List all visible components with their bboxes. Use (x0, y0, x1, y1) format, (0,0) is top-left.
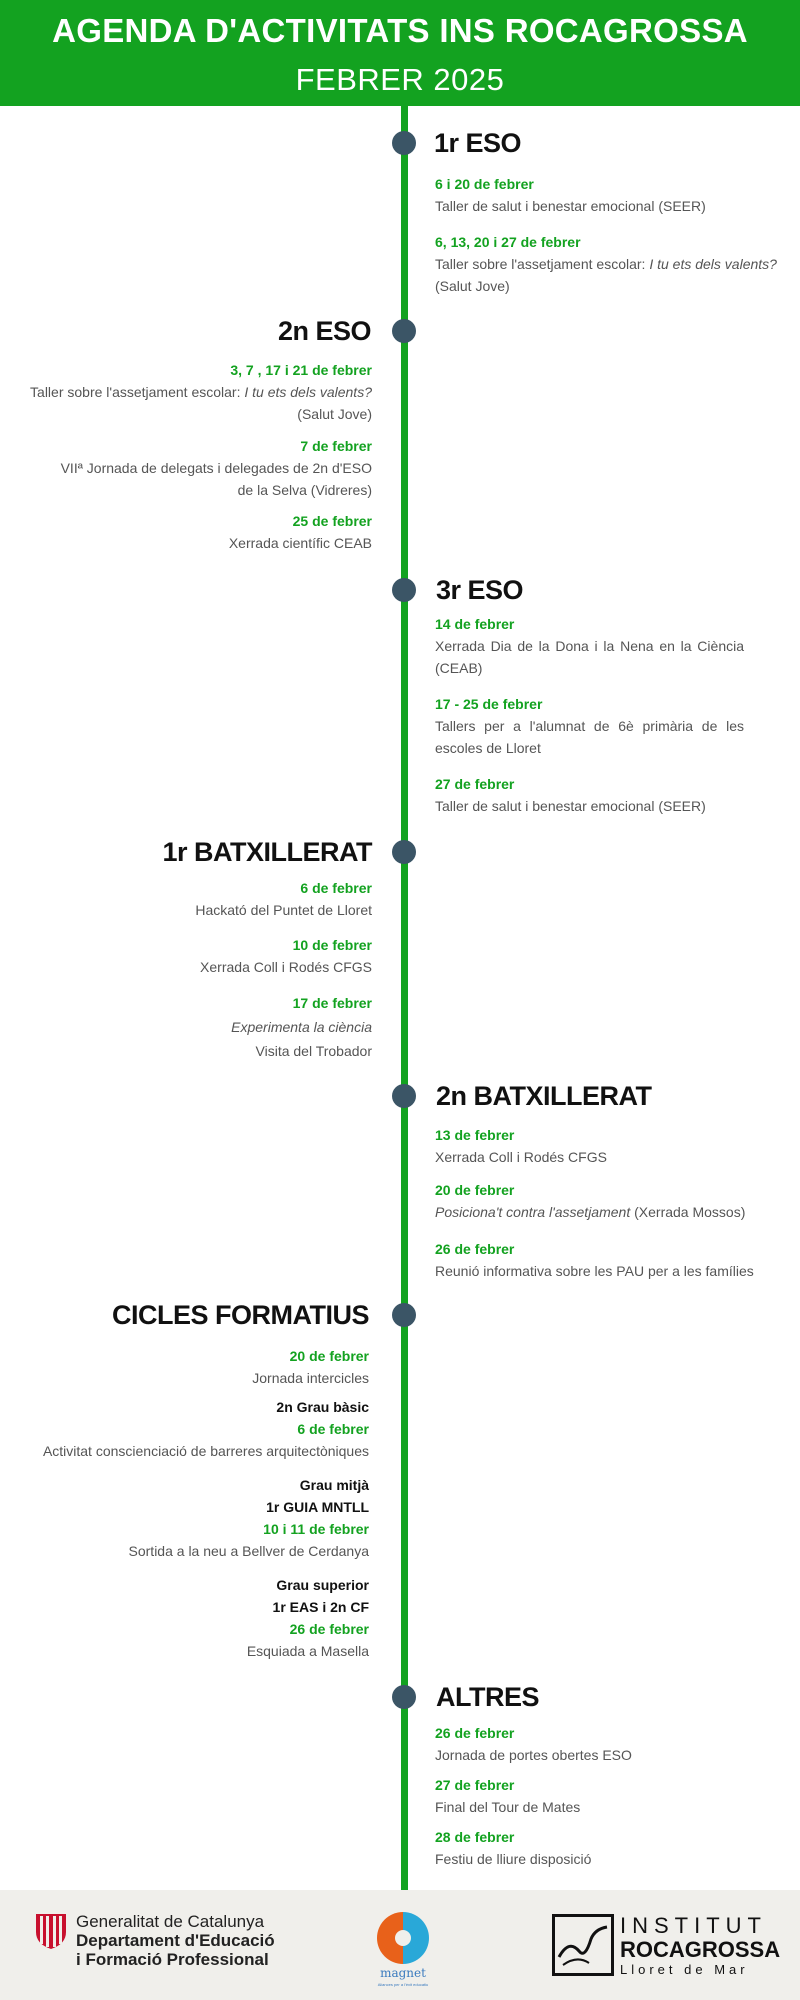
section-title-1r-eso: 1r ESO (434, 128, 522, 158)
event-date: 28 de febrer (435, 1829, 515, 1845)
gencat-line-3: i Formació Professional (76, 1950, 269, 1969)
event-group: Grau mitjà (299, 1477, 369, 1493)
page-subtitle: FEBRER 2025 (295, 62, 505, 97)
event-description: Hackató del Puntet de Lloret (195, 902, 372, 918)
timeline-dot (392, 1084, 416, 1108)
event-description: Taller de salut i benestar emocional (SEER) (435, 798, 706, 814)
event-description: Xerrada Coll i Rodés CFGS (435, 1149, 607, 1165)
timeline-dot (392, 1685, 416, 1709)
event-1r-batx-1 (0, 877, 372, 921)
event-description: Festiu de lliure disposició (435, 1851, 592, 1867)
gencat-line-1: Generalitat de Catalunya (76, 1912, 265, 1931)
event-1r-eso-2 (435, 231, 780, 297)
event-3r-eso-2 (435, 693, 744, 759)
event-description: Taller sobre l'assetjament escolar: I tu ets dels valents? (30, 384, 372, 400)
event-date: 20 de febrer (435, 1182, 515, 1198)
event-date: 10 de febrer (292, 937, 372, 953)
timeline-dot (392, 319, 416, 343)
event-1r-batx-2 (0, 934, 372, 978)
timeline-dot (392, 578, 416, 602)
event-date: 20 de febrer (289, 1348, 369, 1364)
generalitat-emblem-icon (34, 1912, 68, 1950)
event-description: Activitat conscienciació de barreres arquitectòniques (42, 1443, 369, 1459)
event-2n-eso-1 (0, 359, 372, 425)
event-description: Taller sobre l'assetjament escolar: I tu ets dels valents? (435, 256, 777, 272)
event-date: 7 de febrer (300, 438, 372, 454)
event-group: 2n Grau bàsic (276, 1399, 369, 1415)
event-description: de la Selva (Vidreres) (237, 482, 372, 498)
section-title-2n-batxillerat: 2n BATXILLERAT (436, 1081, 652, 1111)
event-group: Grau superior (276, 1577, 369, 1593)
event-description: Taller de salut i benestar emocional (SEER) (435, 198, 706, 214)
event-description: Sortida a la neu a Bellver de Cerdanya (128, 1543, 369, 1559)
event-date: 17 de febrer (292, 995, 372, 1011)
timeline-line (401, 106, 408, 1890)
event-description: Tallers per a l'alumnat de 6è primària de les escoles de Lloret (435, 718, 744, 756)
event-description: VIIª Jornada de delegats i delegades de 2n d'ESO (60, 460, 372, 476)
gencat-line-2: Departament d'Educació (76, 1931, 275, 1950)
event-1r-batx-3 (0, 991, 372, 1063)
event-description: Jornada intercicles (252, 1370, 369, 1386)
event-date: 3, 7 , 17 i 21 de febrer (230, 362, 372, 378)
section-title-3r-eso: 3r ESO (436, 575, 524, 605)
magnet-tagline: Aliances per a l'èxit educatiu (377, 1982, 429, 1987)
event-date: 6 de febrer (300, 880, 372, 896)
event-description: Final del Tour de Mates (435, 1799, 581, 1815)
event-2n-batx-1 (435, 1124, 775, 1168)
timeline-dot (392, 1303, 416, 1327)
event-date: 27 de febrer (435, 1777, 515, 1793)
generalitat-logo-text (76, 1912, 275, 1969)
event-description: Xerrada Dia de la Dona i la Nena en la Ciència (CEAB) (435, 638, 744, 676)
event-cicles-3 (0, 1474, 369, 1562)
event-description: Xerrada científic CEAB (228, 535, 372, 551)
event-date: 26 de febrer (435, 1725, 515, 1741)
event-date: 26 de febrer (435, 1241, 515, 1257)
event-date: 6 i 20 de febrer (435, 176, 534, 192)
institut-line-2: ROCAGROSSA (620, 1937, 781, 1962)
event-description: Experimenta la ciència (231, 1019, 372, 1035)
event-date: 17 - 25 de febrer (435, 696, 543, 712)
event-2n-batx-2 (435, 1179, 775, 1223)
event-date: 13 de febrer (435, 1127, 515, 1143)
magnet-logo-icon (375, 1910, 431, 1966)
institut-logo-text (620, 1914, 780, 1978)
section-title-altres: ALTRES (436, 1682, 539, 1712)
event-description: Posiciona't contra l'assetjament (Xerrada Mossos) (435, 1204, 746, 1220)
institut-logo-icon (552, 1914, 614, 1976)
institut-line-1: INSTITUT (620, 1913, 767, 1938)
event-date: 6, 13, 20 i 27 de febrer (435, 234, 581, 250)
event-date: 6 de febrer (297, 1421, 369, 1437)
section-title-2n-eso: 2n ESO (277, 316, 371, 346)
event-date: 25 de febrer (292, 513, 372, 529)
page-title: AGENDA D'ACTIVITATS INS ROCAGROSSA (52, 12, 748, 49)
event-cicles-1 (0, 1345, 369, 1389)
page-header (0, 0, 800, 106)
section-title-1r-batxillerat: 1r BATXILLERAT (162, 837, 372, 867)
event-cicles-2 (0, 1396, 369, 1462)
event-group-detail: 1r GUIA MNTLL (266, 1499, 369, 1515)
magnet-name: magnet (380, 1966, 426, 1980)
event-description: Esquiada a Masella (246, 1643, 369, 1659)
event-3r-eso-1 (435, 613, 744, 679)
event-1r-eso-1 (435, 173, 775, 217)
event-description: Jornada de portes obertes ESO (435, 1747, 632, 1763)
event-cicles-4 (0, 1574, 369, 1662)
event-date: 14 de febrer (435, 616, 515, 632)
event-date: 27 de febrer (435, 776, 515, 792)
event-2n-eso-2 (0, 435, 372, 501)
event-description: Visita del Trobador (255, 1043, 372, 1059)
event-2n-eso-3 (0, 510, 372, 554)
event-description-note: (Salut Jove) (435, 278, 510, 294)
event-description: Reunió informativa sobre les PAU per a les famílies (435, 1263, 754, 1279)
event-description-note: (Salut Jove) (297, 406, 372, 422)
section-title-cicles-formatius: CICLES FORMATIUS (112, 1300, 369, 1330)
event-3r-eso-3 (435, 773, 775, 817)
event-date: 10 i 11 de febrer (263, 1521, 369, 1537)
event-altres-1 (435, 1722, 775, 1766)
timeline-dot (392, 131, 416, 155)
event-description: Xerrada Coll i Rodés CFGS (200, 959, 372, 975)
event-date: 26 de febrer (289, 1621, 369, 1637)
event-2n-batx-3 (435, 1238, 775, 1282)
event-altres-3 (435, 1826, 775, 1870)
footer (0, 1890, 800, 2000)
event-altres-2 (435, 1774, 775, 1818)
timeline-dot (392, 840, 416, 864)
event-group-detail: 1r EAS i 2n CF (272, 1599, 369, 1615)
institut-line-3: Lloret de Mar (620, 1962, 749, 1977)
